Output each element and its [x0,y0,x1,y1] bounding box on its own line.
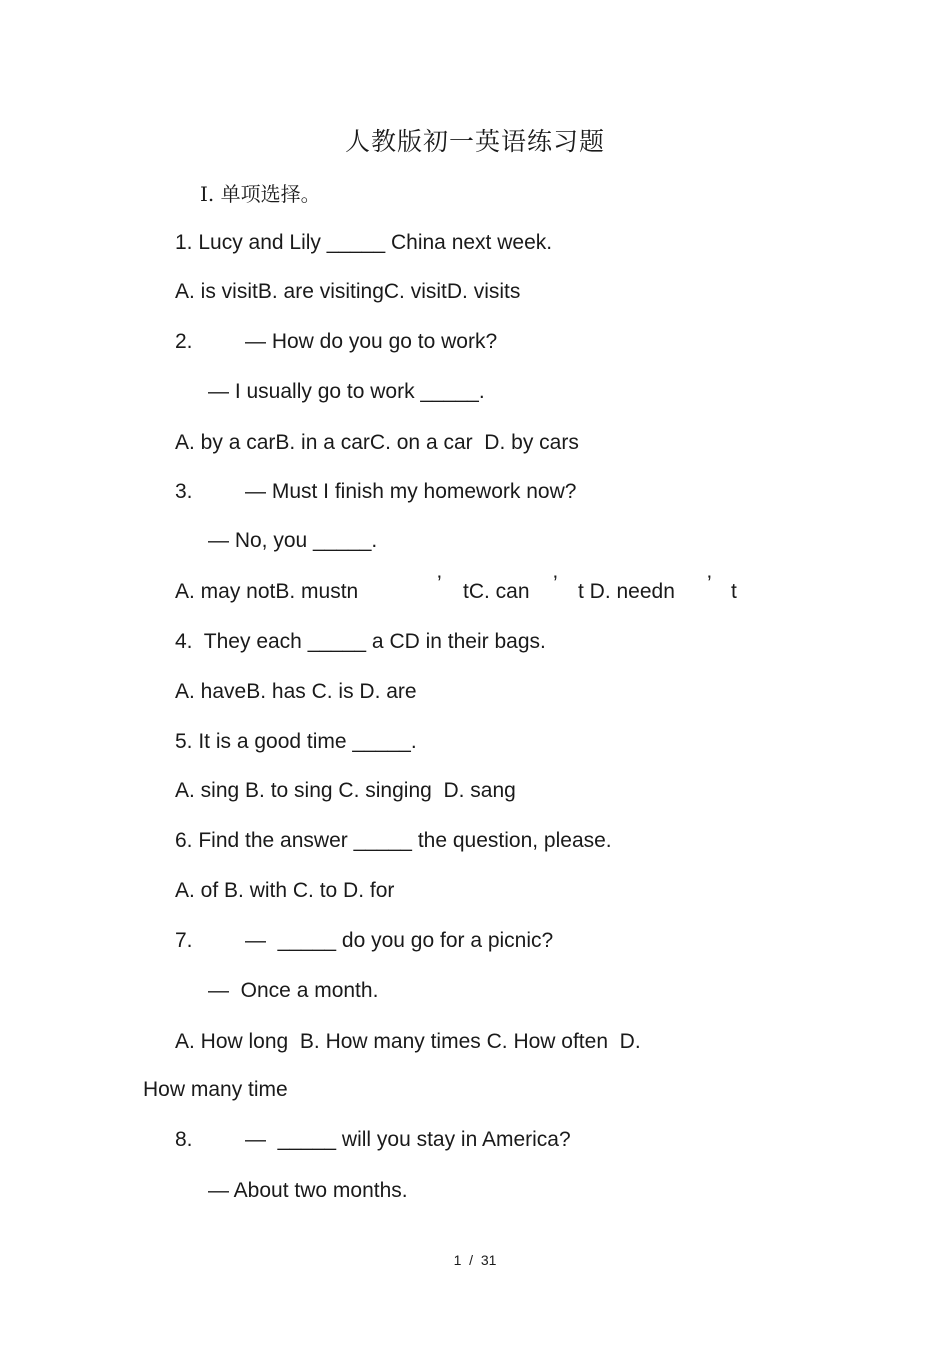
question-2-number: 2. [175,330,193,353]
question-5-options: A. sing B. to sing C. singing D. sang [175,779,516,802]
question-5-stem: 5. It is a good time _____. [175,730,417,753]
apostrophe-mark: ’ [707,572,712,595]
question-7-reply: — Once a month. [208,979,379,1002]
question-7-number: 7. [175,929,193,952]
question-1-options: A. is visitB. are visitingC. visitD. visits [175,280,521,303]
question-6-options: A. of B. with C. to D. for [175,879,395,902]
question-3-option-part: t D. needn [578,580,675,603]
question-3-option-part: tC. can [463,580,530,603]
question-6-stem: 6. Find the answer _____ the question, please. [175,829,612,852]
question-7-prompt: — _____ do you go for a picnic? [245,929,554,952]
question-3-prompt: — Must I finish my homework now? [245,480,577,503]
question-7-options-continued: How many time [143,1078,288,1101]
question-8-reply: — About two months. [208,1179,408,1202]
question-4-stem: 4. They each _____ a CD in their bags. [175,630,546,653]
question-2-reply: — I usually go to work _____. [208,380,485,403]
page-title: 人教版初一英语练习题 [344,127,605,156]
question-8-prompt: — _____ will you stay in America? [245,1128,571,1151]
question-3-number: 3. [175,480,193,503]
question-3-option-part: t [731,580,737,603]
apostrophe-mark: ’ [553,572,558,595]
question-1-stem: 1. Lucy and Lily _____ China next week. [175,231,553,254]
apostrophe-mark: ’ [437,572,442,595]
page-number: 1 / 31 [453,1252,497,1268]
question-2-prompt: — How do you go to work? [245,330,498,353]
question-8-number: 8. [175,1128,193,1151]
question-2-options: A. by a carB. in a carC. on a car D. by cars [175,431,579,454]
question-7-options: A. How long B. How many times C. How often D. [175,1030,641,1053]
question-4-options: A. haveB. has C. is D. are [175,680,417,703]
question-3-option-part: A. may notB. mustn [175,580,359,603]
question-3-reply: — No, you _____. [208,529,378,552]
section-heading: Ⅰ. 单项选择。 [200,182,321,206]
